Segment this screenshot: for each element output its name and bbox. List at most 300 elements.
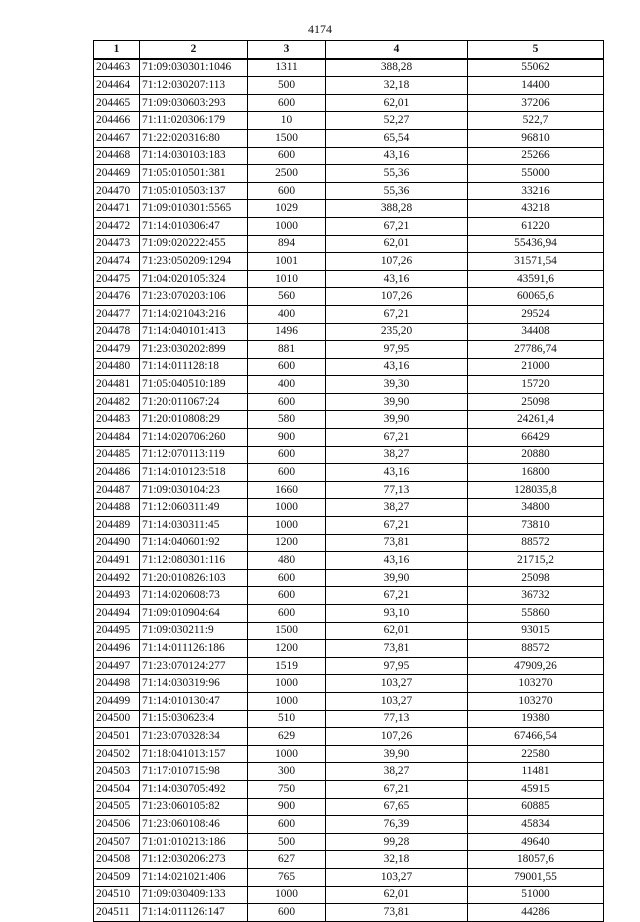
table-cell: 750 xyxy=(248,780,326,798)
table-cell: 204507 xyxy=(94,833,140,851)
table-cell: 204491 xyxy=(94,552,140,570)
table-cell: 61220 xyxy=(468,217,604,235)
table-cell: 204477 xyxy=(94,305,140,323)
table-cell: 71:09:030104:23 xyxy=(140,481,248,499)
table-cell: 38,27 xyxy=(326,499,468,517)
table-cell: 43591,6 xyxy=(468,270,604,288)
table-cell: 65,54 xyxy=(326,129,468,147)
table-cell: 204499 xyxy=(94,692,140,710)
table-cell: 77,13 xyxy=(326,481,468,499)
table-cell: 14400 xyxy=(468,77,604,95)
table-cell: 39,90 xyxy=(326,393,468,411)
table-row xyxy=(94,692,604,710)
table-cell: 45834 xyxy=(468,816,604,834)
table-cell: 204463 xyxy=(94,59,140,77)
table-cell: 38,27 xyxy=(326,446,468,464)
table-row xyxy=(94,851,604,869)
table-cell: 71:12:070113:119 xyxy=(140,446,248,464)
table-cell: 71:14:030705:492 xyxy=(140,780,248,798)
table-cell: 11481 xyxy=(468,763,604,781)
table-cell: 204498 xyxy=(94,675,140,693)
table-cell: 1519 xyxy=(248,657,326,675)
table-row xyxy=(94,868,604,886)
table-cell: 1029 xyxy=(248,200,326,218)
table-cell: 204471 xyxy=(94,200,140,218)
table-cell: 60885 xyxy=(468,798,604,816)
table-cell: 600 xyxy=(248,816,326,834)
table-row xyxy=(94,253,604,271)
table-cell: 27786,74 xyxy=(468,341,604,359)
table-row xyxy=(94,622,604,640)
table-row xyxy=(94,323,604,341)
table-cell: 66429 xyxy=(468,429,604,447)
table-cell: 600 xyxy=(248,446,326,464)
table-cell: 71:14:011128:18 xyxy=(140,358,248,376)
table-cell: 204465 xyxy=(94,94,140,112)
table-cell: 71:23:060105:82 xyxy=(140,798,248,816)
table-cell: 103270 xyxy=(468,675,604,693)
table-cell: 71:14:030311:45 xyxy=(140,517,248,535)
table-cell: 77,13 xyxy=(326,710,468,728)
table-cell: 88572 xyxy=(468,640,604,658)
table-row xyxy=(94,780,604,798)
table-cell: 32,18 xyxy=(326,851,468,869)
table-cell: 204509 xyxy=(94,868,140,886)
table-cell: 73,81 xyxy=(326,904,468,922)
table-cell: 47909,26 xyxy=(468,657,604,675)
table-cell: 43,16 xyxy=(326,270,468,288)
table-cell: 67,21 xyxy=(326,780,468,798)
page-number: 4174 xyxy=(308,22,332,36)
table-cell: 55860 xyxy=(468,605,604,623)
table-cell: 49640 xyxy=(468,833,604,851)
table-cell: 1000 xyxy=(248,675,326,693)
table-cell: 204468 xyxy=(94,147,140,165)
table-cell: 71:14:040601:92 xyxy=(140,534,248,552)
table-row xyxy=(94,763,604,781)
table-cell: 600 xyxy=(248,94,326,112)
table-cell: 204485 xyxy=(94,446,140,464)
table-cell: 34800 xyxy=(468,499,604,517)
table-cell: 1496 xyxy=(248,323,326,341)
table-row xyxy=(94,288,604,306)
table-cell: 1000 xyxy=(248,692,326,710)
table-cell: 107,26 xyxy=(326,288,468,306)
table-cell: 204501 xyxy=(94,728,140,746)
table-cell: 25266 xyxy=(468,147,604,165)
table-row xyxy=(94,182,604,200)
table-cell: 43,16 xyxy=(326,464,468,482)
table-cell: 204476 xyxy=(94,288,140,306)
table-cell: 71:20:010826:103 xyxy=(140,569,248,587)
table-cell: 96810 xyxy=(468,129,604,147)
table-cell: 38,27 xyxy=(326,763,468,781)
table-row xyxy=(94,411,604,429)
table-cell: 62,01 xyxy=(326,94,468,112)
table-cell: 204474 xyxy=(94,253,140,271)
table-cell: 204486 xyxy=(94,464,140,482)
table-cell: 2500 xyxy=(248,165,326,183)
table-row xyxy=(94,464,604,482)
table-cell: 71:14:040101:413 xyxy=(140,323,248,341)
table-cell: 19380 xyxy=(468,710,604,728)
table-cell: 71:09:030409:133 xyxy=(140,886,248,904)
table-cell: 51000 xyxy=(468,886,604,904)
table-cell: 204470 xyxy=(94,182,140,200)
table-row xyxy=(94,499,604,517)
table-cell: 22580 xyxy=(468,745,604,763)
table-cell: 128035,8 xyxy=(468,481,604,499)
table-row xyxy=(94,200,604,218)
table-cell: 16800 xyxy=(468,464,604,482)
table-cell: 21000 xyxy=(468,358,604,376)
table-row xyxy=(94,904,604,922)
table-cell: 600 xyxy=(248,904,326,922)
table-row xyxy=(94,376,604,394)
table-cell: 73,81 xyxy=(326,640,468,658)
table-cell: 600 xyxy=(248,587,326,605)
table-cell: 629 xyxy=(248,728,326,746)
table-row xyxy=(94,147,604,165)
table-cell: 21715,2 xyxy=(468,552,604,570)
table-cell: 67466,54 xyxy=(468,728,604,746)
table-cell: 71:12:060311:49 xyxy=(140,499,248,517)
table-cell: 480 xyxy=(248,552,326,570)
table-row xyxy=(94,94,604,112)
table-cell: 71:12:030207:113 xyxy=(140,77,248,95)
table-cell: 204479 xyxy=(94,341,140,359)
table-cell: 522,7 xyxy=(468,112,604,130)
table-cell: 71:14:010130:47 xyxy=(140,692,248,710)
table-cell: 204475 xyxy=(94,270,140,288)
table-cell: 107,26 xyxy=(326,253,468,271)
table-cell: 204504 xyxy=(94,780,140,798)
table-cell: 204464 xyxy=(94,77,140,95)
table-cell: 204483 xyxy=(94,411,140,429)
table-cell: 71:14:030103:183 xyxy=(140,147,248,165)
table-cell: 71:14:020608:73 xyxy=(140,587,248,605)
table-row xyxy=(94,640,604,658)
column-header: 3 xyxy=(248,41,326,59)
table-cell: 1311 xyxy=(248,59,326,77)
table-cell: 600 xyxy=(248,569,326,587)
table-cell: 204489 xyxy=(94,517,140,535)
table-cell: 88572 xyxy=(468,534,604,552)
column-header: 1 xyxy=(94,41,140,59)
table-cell: 204488 xyxy=(94,499,140,517)
table-cell: 71:14:021043:216 xyxy=(140,305,248,323)
table-cell: 67,21 xyxy=(326,305,468,323)
table-cell: 1000 xyxy=(248,745,326,763)
table-cell: 55,36 xyxy=(326,165,468,183)
table-row xyxy=(94,446,604,464)
table-cell: 204480 xyxy=(94,358,140,376)
table-cell: 73810 xyxy=(468,517,604,535)
table-cell: 1000 xyxy=(248,499,326,517)
table-cell: 71:14:010306:47 xyxy=(140,217,248,235)
table-cell: 900 xyxy=(248,798,326,816)
table-cell: 204497 xyxy=(94,657,140,675)
table-row xyxy=(94,605,604,623)
table-cell: 204487 xyxy=(94,481,140,499)
table-cell: 71:09:030301:1046 xyxy=(140,59,248,77)
table-cell: 400 xyxy=(248,376,326,394)
table-row xyxy=(94,675,604,693)
table-cell: 560 xyxy=(248,288,326,306)
table-cell: 400 xyxy=(248,305,326,323)
table-cell: 79001,55 xyxy=(468,868,604,886)
table-cell: 204505 xyxy=(94,798,140,816)
table-cell: 34408 xyxy=(468,323,604,341)
table-cell: 204506 xyxy=(94,816,140,834)
table-cell: 204482 xyxy=(94,393,140,411)
table-row xyxy=(94,587,604,605)
table-cell: 32,18 xyxy=(326,77,468,95)
table-cell: 71:14:030319:96 xyxy=(140,675,248,693)
table-cell: 204500 xyxy=(94,710,140,728)
table-row xyxy=(94,358,604,376)
table-row xyxy=(94,481,604,499)
table-cell: 36732 xyxy=(468,587,604,605)
table-cell: 73,81 xyxy=(326,534,468,552)
table-cell: 55000 xyxy=(468,165,604,183)
table-cell: 67,21 xyxy=(326,217,468,235)
table-cell: 1200 xyxy=(248,534,326,552)
table-cell: 71:12:030206:273 xyxy=(140,851,248,869)
table-row xyxy=(94,341,604,359)
table-cell: 71:17:010715:98 xyxy=(140,763,248,781)
table-row xyxy=(94,728,604,746)
table-cell: 204508 xyxy=(94,851,140,869)
table-cell: 62,01 xyxy=(326,622,468,640)
table-cell: 71:05:040510:189 xyxy=(140,376,248,394)
table-cell: 43,16 xyxy=(326,358,468,376)
table-cell: 62,01 xyxy=(326,886,468,904)
table-row xyxy=(94,305,604,323)
table-cell: 600 xyxy=(248,147,326,165)
table-cell: 44286 xyxy=(468,904,604,922)
table-cell: 71:09:020222:455 xyxy=(140,235,248,253)
table-cell: 580 xyxy=(248,411,326,429)
table-cell: 71:23:030202:899 xyxy=(140,341,248,359)
data-table xyxy=(93,40,604,922)
table-cell: 71:23:060108:46 xyxy=(140,816,248,834)
table-cell: 52,27 xyxy=(326,112,468,130)
header-row xyxy=(94,41,604,59)
table-cell: 67,21 xyxy=(326,587,468,605)
table-cell: 71:14:011126:186 xyxy=(140,640,248,658)
table-cell: 71:14:010123:518 xyxy=(140,464,248,482)
table-row xyxy=(94,129,604,147)
table-cell: 1000 xyxy=(248,217,326,235)
table-row xyxy=(94,886,604,904)
table-cell: 1500 xyxy=(248,622,326,640)
table-cell: 71:09:010904:64 xyxy=(140,605,248,623)
table-cell: 204467 xyxy=(94,129,140,147)
table-cell: 71:14:021021:406 xyxy=(140,868,248,886)
table-row xyxy=(94,77,604,95)
table-cell: 103270 xyxy=(468,692,604,710)
table-row xyxy=(94,517,604,535)
table-cell: 71:09:030211:9 xyxy=(140,622,248,640)
table-cell: 18057,6 xyxy=(468,851,604,869)
table-cell: 39,90 xyxy=(326,411,468,429)
table-row xyxy=(94,534,604,552)
table-cell: 60065,6 xyxy=(468,288,604,306)
table-cell: 37206 xyxy=(468,94,604,112)
table-cell: 43,16 xyxy=(326,147,468,165)
table-cell: 765 xyxy=(248,868,326,886)
table-cell: 204466 xyxy=(94,112,140,130)
table-cell: 627 xyxy=(248,851,326,869)
table-row xyxy=(94,429,604,447)
table-cell: 24261,4 xyxy=(468,411,604,429)
column-header: 2 xyxy=(140,41,248,59)
table-row xyxy=(94,745,604,763)
table-cell: 93015 xyxy=(468,622,604,640)
table-cell: 1000 xyxy=(248,517,326,535)
table-cell: 15720 xyxy=(468,376,604,394)
table-cell: 510 xyxy=(248,710,326,728)
table-cell: 29524 xyxy=(468,305,604,323)
table-row xyxy=(94,816,604,834)
table-cell: 71:09:030603:293 xyxy=(140,94,248,112)
table-cell: 67,65 xyxy=(326,798,468,816)
table-row xyxy=(94,112,604,130)
table-cell: 388,28 xyxy=(326,59,468,77)
table-cell: 33216 xyxy=(468,182,604,200)
table-cell: 204493 xyxy=(94,587,140,605)
table-cell: 1010 xyxy=(248,270,326,288)
table-cell: 25098 xyxy=(468,393,604,411)
table-row xyxy=(94,569,604,587)
table-cell: 67,21 xyxy=(326,517,468,535)
table-cell: 25098 xyxy=(468,569,604,587)
column-header: 5 xyxy=(468,41,604,59)
table-cell: 71:20:011067:24 xyxy=(140,393,248,411)
table-cell: 204478 xyxy=(94,323,140,341)
table-cell: 1000 xyxy=(248,886,326,904)
table-body xyxy=(94,59,604,922)
table-cell: 99,28 xyxy=(326,833,468,851)
table-cell: 67,21 xyxy=(326,429,468,447)
table-row xyxy=(94,798,604,816)
table-cell: 107,26 xyxy=(326,728,468,746)
table-cell: 71:05:010503:137 xyxy=(140,182,248,200)
table-cell: 204473 xyxy=(94,235,140,253)
table-row xyxy=(94,710,604,728)
table-row xyxy=(94,165,604,183)
table-cell: 204495 xyxy=(94,622,140,640)
table-cell: 71:22:020316:80 xyxy=(140,129,248,147)
table-cell: 71:18:041013:157 xyxy=(140,745,248,763)
table-cell: 55062 xyxy=(468,59,604,77)
table-cell: 62,01 xyxy=(326,235,468,253)
table-cell: 39,90 xyxy=(326,745,468,763)
table-cell: 76,39 xyxy=(326,816,468,834)
table-cell: 31571,54 xyxy=(468,253,604,271)
table-cell: 103,27 xyxy=(326,692,468,710)
table-cell: 204511 xyxy=(94,904,140,922)
table-cell: 71:23:050209:1294 xyxy=(140,253,248,271)
table-cell: 103,27 xyxy=(326,675,468,693)
table-cell: 39,90 xyxy=(326,569,468,587)
table-cell: 71:05:010501:381 xyxy=(140,165,248,183)
table-cell: 71:23:070124:277 xyxy=(140,657,248,675)
table-row xyxy=(94,270,604,288)
table-cell: 1200 xyxy=(248,640,326,658)
table-cell: 204492 xyxy=(94,569,140,587)
table-cell: 1001 xyxy=(248,253,326,271)
table-cell: 55,36 xyxy=(326,182,468,200)
table-cell: 204469 xyxy=(94,165,140,183)
table-cell: 71:04:020105:324 xyxy=(140,270,248,288)
table-row xyxy=(94,552,604,570)
table-cell: 55436,94 xyxy=(468,235,604,253)
table-cell: 71:23:070328:34 xyxy=(140,728,248,746)
table-cell: 71:12:080301:116 xyxy=(140,552,248,570)
table-cell: 300 xyxy=(248,763,326,781)
table-cell: 97,95 xyxy=(326,341,468,359)
table-row xyxy=(94,393,604,411)
table-cell: 71:23:070203:106 xyxy=(140,288,248,306)
table-cell: 204472 xyxy=(94,217,140,235)
table-cell: 235,20 xyxy=(326,323,468,341)
table-cell: 600 xyxy=(248,182,326,200)
table-row xyxy=(94,657,604,675)
table-cell: 388,28 xyxy=(326,200,468,218)
table-cell: 71:14:011126:147 xyxy=(140,904,248,922)
table-row xyxy=(94,833,604,851)
table-cell: 97,95 xyxy=(326,657,468,675)
table-cell: 500 xyxy=(248,77,326,95)
table-cell: 881 xyxy=(248,341,326,359)
table-cell: 71:20:010808:29 xyxy=(140,411,248,429)
table-cell: 103,27 xyxy=(326,868,468,886)
table-row xyxy=(94,217,604,235)
column-header: 4 xyxy=(326,41,468,59)
table-cell: 204494 xyxy=(94,605,140,623)
table-cell: 71:14:020706:260 xyxy=(140,429,248,447)
table-cell: 500 xyxy=(248,833,326,851)
table-cell: 600 xyxy=(248,464,326,482)
table-cell: 600 xyxy=(248,393,326,411)
table-cell: 71:15:030623:4 xyxy=(140,710,248,728)
table-cell: 1660 xyxy=(248,481,326,499)
table-row xyxy=(94,59,604,77)
table-cell: 204510 xyxy=(94,886,140,904)
table-cell: 45915 xyxy=(468,780,604,798)
table-cell: 204481 xyxy=(94,376,140,394)
table-row xyxy=(94,235,604,253)
table-cell: 900 xyxy=(248,429,326,447)
table-cell: 204490 xyxy=(94,534,140,552)
table-cell: 600 xyxy=(248,605,326,623)
table-cell: 204496 xyxy=(94,640,140,658)
table-cell: 204503 xyxy=(94,763,140,781)
table-cell: 71:11:020306:179 xyxy=(140,112,248,130)
table-cell: 600 xyxy=(248,358,326,376)
table-cell: 39,30 xyxy=(326,376,468,394)
table-cell: 93,10 xyxy=(326,605,468,623)
table-cell: 10 xyxy=(248,112,326,130)
table-cell: 204502 xyxy=(94,745,140,763)
table-cell: 43,16 xyxy=(326,552,468,570)
table-cell: 1500 xyxy=(248,129,326,147)
table-cell: 894 xyxy=(248,235,326,253)
table-cell: 43218 xyxy=(468,200,604,218)
table-cell: 204484 xyxy=(94,429,140,447)
